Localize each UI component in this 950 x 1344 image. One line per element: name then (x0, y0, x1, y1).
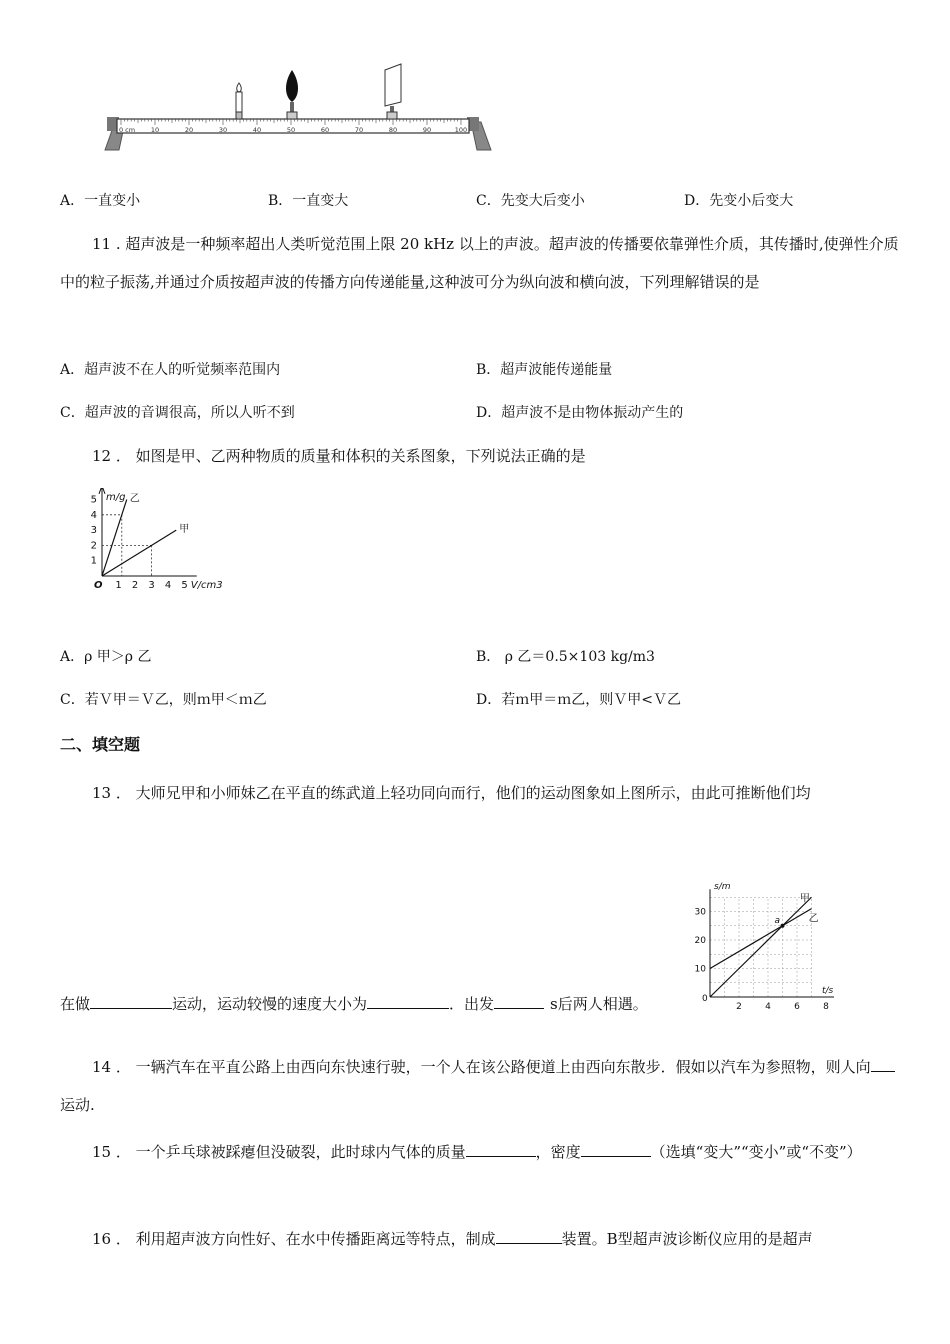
origin-label: 0 (702, 994, 708, 1004)
x-tick-label: 8 (823, 1002, 829, 1012)
x-tick-label: 1 (115, 580, 122, 591)
series-label: 乙 (129, 493, 140, 505)
bench-scale-label: 30 (218, 126, 228, 134)
q15-text-3: （选填“变大”“变小”或“不变”） (650, 1143, 862, 1161)
q13-blank-time[interactable] (494, 994, 544, 1009)
screen-icon (385, 64, 401, 119)
q13-blank-speed[interactable] (367, 994, 449, 1009)
series-label: 乙 (808, 913, 819, 925)
q10-option-b[interactable]: B．一直变大 (268, 193, 349, 209)
q15-blank-mass[interactable] (466, 1142, 536, 1157)
y-tick-label: 4 (90, 509, 97, 521)
q15-text-1: 15 ． 一个乒乓球被踩瘪但没破裂，此时球内气体的质量 (92, 1143, 466, 1161)
y-axis-label: s/m (714, 882, 731, 892)
y-tick-label: 30 (694, 907, 706, 918)
q10-option-c[interactable]: C．先变大后变小 (476, 193, 585, 209)
y-tick-label: 20 (694, 936, 706, 946)
q12-option-d[interactable]: D．若ｍ甲＝ｍ乙，则Ｖ甲<Ｖ乙 (476, 692, 681, 708)
q15-stem (60, 1133, 900, 1171)
q16-text-1: 16 ． 利用超声波方向性好、在水中传播距离远等特点，制成 (92, 1230, 496, 1248)
q14-blank-direction[interactable] (871, 1057, 895, 1072)
y-axis-label: m/g (106, 492, 126, 503)
q12-option-c[interactable]: C．若Ｖ甲＝Ｖ乙，则ｍ甲＜ｍ乙 (60, 692, 267, 708)
series-line-jia (710, 897, 812, 997)
x-tick-label: 4 (765, 1002, 771, 1012)
y-tick-label: 10 (694, 964, 706, 975)
q13-text-2: 运动，运动较慢的速度大小为 (172, 995, 368, 1013)
series-label: 甲 (799, 893, 810, 905)
section-title-fill-in: 二、填空题 (60, 735, 141, 754)
optical-bench-figure (95, 62, 505, 157)
q13-stem: 13 ． 大师兄甲和小师妹乙在平直的练武道上轻功同向而行，他们的运动图象如上图所示，由此可推断他们均 (92, 784, 811, 802)
series-line-yi (102, 500, 127, 577)
q11-option-c[interactable]: C．超声波的音调很高，所以人听不到 (60, 405, 295, 421)
q14-text: 14 ． 一辆汽车在平直公路上由西向东快速行驶，一个人在该公路便道上由西向东散步．假如以汽车为参照物，则人向 (92, 1058, 871, 1076)
q15-text-2: ，密度 (535, 1143, 581, 1161)
bench-scale-label: 100 (454, 126, 468, 134)
q13-text-4: s后两人相遇。 (550, 995, 648, 1013)
lens-icon (286, 70, 298, 119)
series-line-jia (102, 530, 176, 576)
bench-scale-label: 10 (150, 126, 160, 134)
mass-volume-chart (88, 488, 248, 598)
q11-stem: 11 . 超声波是一种频率超出人类听觉范围上限 20 kHz 以上的声波。超声波的传播要依靠弹性介质，其传播时,使弹性介质中的粒子振荡,并通过介质按超声波的传播方向传递能量,这种波可分为纵向波和横向波，下列理解错误的是 (60, 235, 899, 291)
q10-option-a[interactable]: A．一直变小 (60, 193, 141, 209)
y-tick-label: 1 (90, 555, 97, 567)
q14-stem (60, 1048, 900, 1124)
x-tick-label: 5 (181, 580, 188, 591)
intersection-label: a (774, 915, 781, 926)
x-axis-label: t/s (822, 986, 834, 996)
intersection-point (781, 924, 785, 928)
x-tick-label: 2 (131, 580, 139, 591)
q11-option-a[interactable]: A．超声波不在人的听觉频率范围内 (60, 362, 281, 378)
q10-option-d[interactable]: D．先变小后变大 (684, 193, 794, 209)
bench-scale-label: 70 (354, 126, 364, 134)
q13-text-3: ．出发 (449, 995, 495, 1013)
q14-tail: 运动. (60, 1096, 95, 1114)
series-label: 甲 (179, 524, 190, 536)
x-tick-label: 2 (736, 1002, 742, 1012)
x-tick-label: 3 (148, 580, 155, 591)
x-axis-label: V/cm3 (190, 580, 223, 591)
q12-stem: 12 ． 如图是甲、乙两种物质的质量和体积的关系图象，下列说法正确的是 (92, 447, 586, 465)
series-line-yi (710, 909, 812, 969)
q11-option-b[interactable]: B．超声波能传递能量 (476, 362, 613, 378)
y-tick-label: 2 (90, 540, 97, 552)
bench-scale-label: 0 cm (118, 126, 136, 134)
q15-blank-density[interactable] (581, 1142, 651, 1157)
x-tick-label: 4 (164, 580, 172, 591)
q16-text-2: 装置。B型超声波诊断仪应用的是超声 (561, 1230, 813, 1248)
q13-text-1: 在做 (60, 995, 91, 1013)
candle-icon (236, 83, 242, 119)
bench-scale-label: 60 (320, 126, 330, 134)
y-tick-label: 3 (90, 525, 97, 537)
q16-stem (60, 1220, 900, 1258)
q12-option-a[interactable]: A．ρ 甲＞ρ 乙 (60, 649, 152, 665)
bench-scale-label: 40 (252, 126, 262, 134)
q11-option-d[interactable]: D．超声波不是由物体振动产生的 (476, 405, 684, 421)
q16-blank-device[interactable] (496, 1229, 562, 1244)
q12-option-b[interactable]: B． ρ 乙＝0.5×103 kg/m3 (476, 649, 655, 665)
bench-scale-label: 20 (184, 126, 194, 134)
bench-scale-label: 80 (388, 126, 398, 134)
q13-blank-motion[interactable] (90, 994, 172, 1009)
distance-time-chart (688, 875, 848, 1015)
q13-answer-line (60, 993, 648, 1014)
y-tick-label: 5 (90, 494, 97, 506)
x-tick-label: 6 (794, 1002, 800, 1012)
origin-label: O (94, 580, 103, 591)
bench-scale-label: 50 (286, 126, 296, 134)
bench-scale-label: 90 (422, 126, 432, 134)
